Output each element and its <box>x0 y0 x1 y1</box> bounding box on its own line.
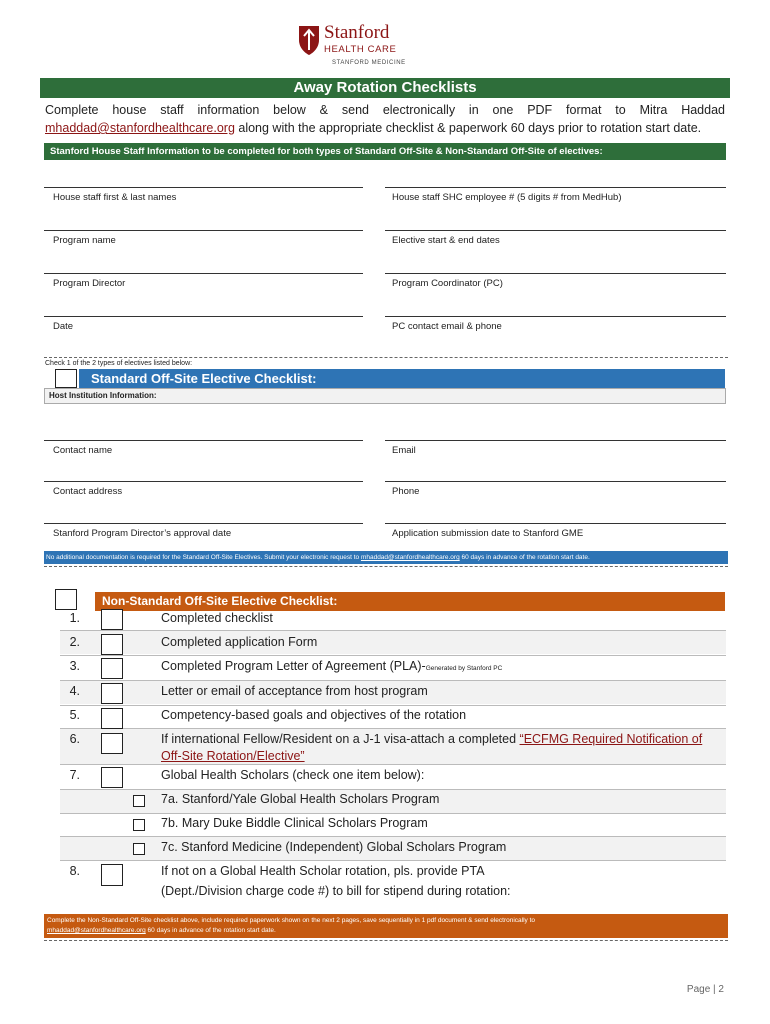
field-line[interactable] <box>385 481 726 482</box>
field-line[interactable] <box>385 273 726 274</box>
row-line <box>60 728 726 729</box>
field-line[interactable] <box>44 273 363 274</box>
subitem-checkbox[interactable] <box>133 819 145 831</box>
row-line <box>60 630 726 631</box>
item-text <box>161 659 502 673</box>
field-line[interactable] <box>385 230 726 231</box>
ecfmg-link-continued[interactable]: Off-Site Rotation/Elective” <box>161 749 305 763</box>
item-text: Completed application Form <box>161 635 318 649</box>
intro-paragraph <box>45 101 725 137</box>
item-text: Global Health Scholars (check one item below): <box>161 768 425 782</box>
subitem-checkbox[interactable] <box>133 843 145 855</box>
field-line[interactable] <box>44 230 363 231</box>
stanford-logo-icon <box>297 22 321 56</box>
standard-elective-checkbox[interactable] <box>55 369 77 388</box>
field-label: Program Coordinator (PC) <box>392 278 503 289</box>
field-label: Phone <box>392 486 420 497</box>
subitem-text: 7a. Stanford/Yale Global Health Scholars Program <box>161 792 440 806</box>
item-number: 7. <box>69 768 80 782</box>
logo-affiliation: STANFORD MEDICINE <box>332 60 406 66</box>
row-line <box>60 680 726 681</box>
logo-subtitle: HEALTH CARE <box>324 44 397 55</box>
field-label: Program name <box>53 235 116 246</box>
field-label: Contact name <box>53 445 113 456</box>
item-checkbox[interactable] <box>101 767 123 788</box>
intro-text-2: along with the appropriate checklist & paperwork 60 days prior to rotation start date. <box>234 121 702 135</box>
field-label: PC contact email & phone <box>392 321 502 332</box>
field-line[interactable] <box>385 187 726 188</box>
field-line[interactable] <box>44 187 363 188</box>
nonstandard-note-email-link[interactable]: mhaddad@stanfordhealthcare.org <box>47 927 146 934</box>
intro-text: Complete house staff information below & send electronically in one PDF format to Mitra Haddad <box>45 103 725 117</box>
row-line <box>60 764 726 765</box>
item-number: 2. <box>69 635 80 649</box>
subitem-text: 7b. Mary Duke Biddle Clinical Scholars Program <box>161 816 428 830</box>
item-number: 6. <box>69 732 80 746</box>
check-note: Check 1 of the 2 types of electives listed below: <box>45 360 193 367</box>
subitem-checkbox[interactable] <box>133 795 145 807</box>
standard-heading: Standard Off-Site Elective Checklist: <box>79 369 725 388</box>
section-divider <box>44 566 728 567</box>
house-staff-banner: Stanford House Staff Information to be completed for both types of Standard Off-Site & Non-Standard Off-Site of electives: <box>44 143 726 160</box>
item-text-main: Completed Program Letter of Agreement (PLA)- <box>161 659 426 673</box>
note-text: Complete the Non-Standard Off-Site checklist above, include required paperwork shown on the next 2 pages, save sequentially in 1 pdf document & send electronically to <box>47 917 536 924</box>
standard-note-email-link[interactable]: mhaddad@stanfordhealthcare.org <box>360 554 460 561</box>
row-line <box>60 789 726 790</box>
note-text: No additional documentation is required for the Standard Off-Site Electives. Submit your electronic request to <box>46 554 361 561</box>
item-number: 1. <box>69 611 80 625</box>
field-label: Application submission date to Stanford GME <box>392 528 584 539</box>
field-line[interactable] <box>385 316 726 317</box>
field-line[interactable] <box>385 440 726 441</box>
item-checkbox[interactable] <box>101 683 123 704</box>
item-text <box>161 732 702 746</box>
field-label: Email <box>392 445 416 456</box>
item-text-continued: (Dept./Division charge code #) to bill for stipend during rotation: <box>161 884 511 898</box>
host-institution-label: Host Institution Information: <box>44 388 726 404</box>
item-text: If not on a Global Health Scholar rotation, pls. provide PTA <box>161 864 485 878</box>
item-checkbox[interactable] <box>101 864 123 886</box>
page-number: Page | 2 <box>686 984 724 995</box>
field-label: Contact address <box>53 486 123 497</box>
item-number: 8. <box>69 864 80 878</box>
field-line[interactable] <box>44 523 363 524</box>
row-line <box>60 836 726 837</box>
note-text: 60 days in advance of the rotation start date. <box>145 927 276 934</box>
field-label: Program Director <box>53 278 126 289</box>
logo-wordmark: Stanford <box>324 22 390 43</box>
nonstandard-heading: Non-Standard Off-Site Elective Checklist: <box>95 592 725 611</box>
item-checkbox[interactable] <box>101 658 123 679</box>
subitem-text: 7c. Stanford Medicine (Independent) Global Scholars Program <box>161 840 507 854</box>
section-divider <box>44 357 728 358</box>
row-line <box>60 860 726 861</box>
item-text: Competency-based goals and objectives of the rotation <box>161 708 467 722</box>
nonstandard-elective-checkbox[interactable] <box>55 589 77 610</box>
field-line[interactable] <box>44 440 363 441</box>
intro-email-link[interactable]: mhaddad@stanfordhealthcare.org <box>45 121 235 135</box>
row-line <box>60 655 726 656</box>
item-text: Completed checklist <box>161 611 273 625</box>
item-number: 3. <box>69 659 80 673</box>
field-label: Date <box>53 321 74 332</box>
row-line <box>60 705 726 706</box>
field-line[interactable] <box>44 481 363 482</box>
nonstandard-note <box>44 914 728 938</box>
item-checkbox[interactable] <box>101 708 123 729</box>
item-checkbox[interactable] <box>101 634 123 655</box>
field-line[interactable] <box>385 523 726 524</box>
section-divider <box>44 940 728 941</box>
item-text: Letter or email of acceptance from host program <box>161 684 428 698</box>
field-label: House staff SHC employee # (5 digits # from MedHub) <box>392 192 622 203</box>
field-line[interactable] <box>44 316 363 317</box>
item-checkbox[interactable] <box>101 733 123 754</box>
field-label: Stanford Program Director’s approval date <box>53 528 232 539</box>
row-shade <box>60 630 726 654</box>
field-label: House staff first & last names <box>53 192 177 203</box>
field-label: Elective start & end dates <box>392 235 500 246</box>
page-title: Away Rotation Checklists <box>293 79 477 96</box>
item-number: 5. <box>69 708 80 722</box>
item-number: 4. <box>69 684 80 698</box>
note-text: 60 days in advance of the rotation start date. <box>459 554 590 561</box>
ecfmg-link[interactable]: “ECFMG Required Notification of <box>519 732 703 746</box>
item-text-main: If international Fellow/Resident on a J-1 visa-attach a completed <box>161 732 520 746</box>
item-note: Generated by Stanford PC <box>425 665 503 672</box>
standard-note <box>44 551 728 564</box>
row-line <box>60 813 726 814</box>
item-checkbox[interactable] <box>101 609 123 630</box>
